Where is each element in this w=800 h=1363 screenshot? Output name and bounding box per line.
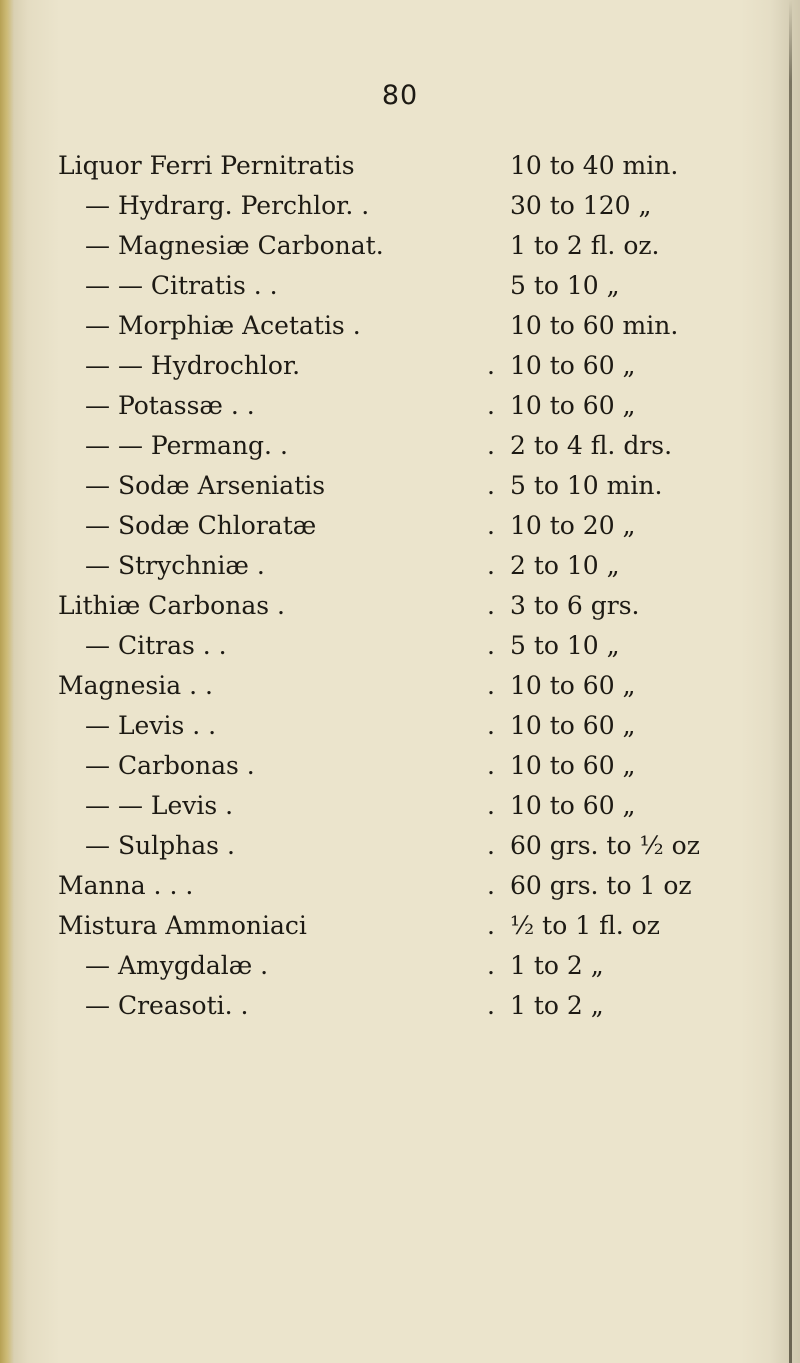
drug-name: Magnesia . . [58,671,213,700]
table-row [0,786,800,826]
page-number: 80 [381,80,419,111]
drug-name: Manna . . . [58,871,194,900]
drug-name: — — Citratis . . [85,271,278,300]
dose: 10 to 60 „ [510,671,636,700]
drug-name: — — Levis . [85,791,234,820]
table-row [0,466,800,506]
dose: 60 grs. to 1 oz [510,871,692,900]
drug-name: Mistura Ammoniaci [58,911,307,940]
drug-name: — — Hydrochlor. [85,351,301,380]
drug-name: — Sodæ Arseniatis [85,471,326,500]
dose: 10 to 60 „ [510,391,636,420]
dot-leader: . [487,631,495,660]
dot-leader: . [487,911,495,940]
drug-name: — — Permang. . [85,431,288,460]
dose: 60 grs. to ½ oz [510,831,700,860]
dot-leader: . [487,751,495,780]
dose: 10 to 60 „ [510,751,636,780]
dot-leader: . [487,871,495,900]
dot-leader: . [487,831,495,860]
table-row [0,746,800,786]
dot-leader: . [487,551,495,580]
dot-leader: . [487,791,495,820]
drug-name: — Amygdalæ . [85,951,269,980]
drug-name: — Morphiæ Acetatis . [85,311,361,340]
dot-leader: . [487,951,495,980]
dose: 1 to 2 „ [510,991,604,1020]
dot-leader: . [487,431,495,460]
dose: 10 to 60 „ [510,711,636,740]
drug-name: — Magnesiæ Carbonat. [85,231,384,260]
dose: 10 to 60 „ [510,351,636,380]
drug-name: — Citras . . [85,631,227,660]
table-row [0,706,800,746]
dose: 1 to 2 fl. oz. [510,231,660,260]
drug-name: — Carbonas . [85,751,255,780]
drug-name: — Sodæ Chloratæ [85,511,317,540]
table-row [0,146,800,186]
table-row [0,666,800,706]
dose: 2 to 10 „ [510,551,620,580]
table-row [0,586,800,626]
dose: 5 to 10 „ [510,631,620,660]
drug-name: — Creasoti. . [85,991,249,1020]
table-row [0,186,800,226]
table-row [0,906,800,946]
dose: 3 to 6 grs. [510,591,640,620]
drug-name: Lithiæ Carbonas . [58,591,285,620]
drug-name: — Strychniæ . [85,551,265,580]
drug-name: Liquor Ferri Pernitratis [58,151,355,180]
table-row [0,226,800,266]
table-row [0,946,800,986]
dot-leader: . [487,351,495,380]
dose: 2 to 4 fl. drs. [510,431,673,460]
table-row [0,346,800,386]
drug-name: — Hydrarg. Perchlor. . [85,191,370,220]
table-row [0,266,800,306]
dose: 10 to 20 „ [510,511,636,540]
dot-leader: . [487,671,495,700]
dot-leader: . [487,391,495,420]
dose: ½ to 1 fl. oz [510,911,660,940]
table-row [0,626,800,666]
drug-name: — Levis . . [85,711,217,740]
dot-leader: . [487,471,495,500]
table-row [0,506,800,546]
table-row [0,986,800,1026]
table-row [0,426,800,466]
dot-leader: . [487,591,495,620]
table-row [0,306,800,346]
table-row [0,546,800,586]
dosage-table [0,146,800,1026]
dose: 1 to 2 „ [510,951,604,980]
dose: 30 to 120 „ [510,191,652,220]
dot-leader: . [487,511,495,540]
dose: 5 to 10 min. [510,471,663,500]
drug-name: — Potassæ . . [85,391,255,420]
dose: 10 to 40 min. [510,151,679,180]
drug-name: — Sulphas . [85,831,235,860]
dose: 10 to 60 min. [510,311,679,340]
table-row [0,826,800,866]
dot-leader: . [487,991,495,1020]
table-row [0,386,800,426]
table-row [0,866,800,906]
dose: 10 to 60 „ [510,791,636,820]
dose: 5 to 10 „ [510,271,620,300]
dot-leader: . [487,711,495,740]
